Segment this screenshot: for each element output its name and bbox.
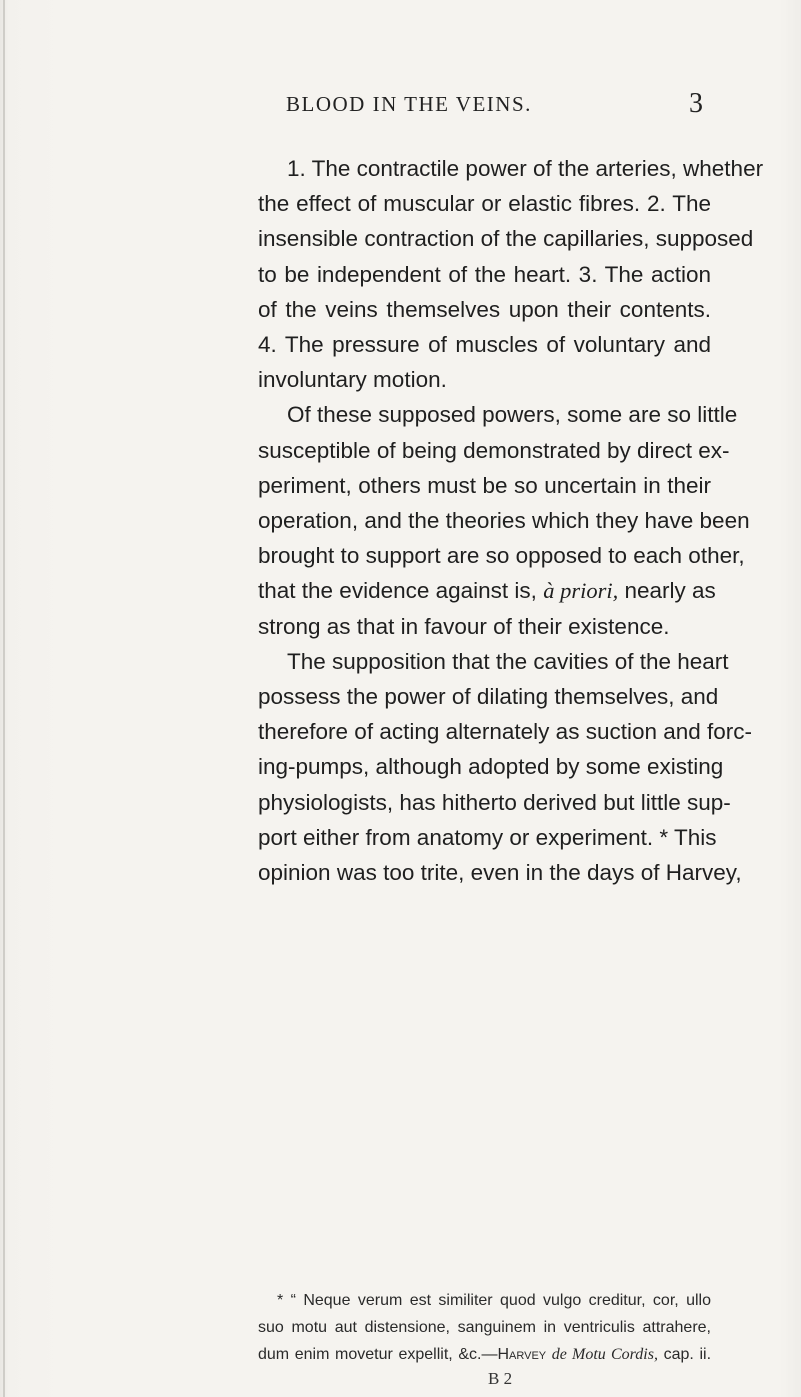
- text-line: possess the power of dilating themselves, and: [258, 684, 719, 710]
- footnote-line-citation: [258, 1341, 711, 1368]
- text-line: operation, and the theories which they have been: [258, 508, 750, 534]
- footnote-text: dum enim movetur expellit, &c.—: [258, 1346, 498, 1363]
- text-line: the effect of muscular or elastic fibres. 2. The: [258, 191, 711, 217]
- text-segment: nearly as: [618, 578, 716, 604]
- citation-author: Harvey: [497, 1346, 547, 1363]
- footnote-line: suo motu aut distensione, sanguinem in ventriculis attrahere,: [258, 1319, 711, 1336]
- running-head: BLOOD IN THE VEINS.: [286, 92, 532, 116]
- text-line: physiologists, has hitherto derived but little sup-: [258, 789, 731, 815]
- text-line: Of these supposed powers, some are so little: [287, 402, 738, 428]
- text-line: involuntary motion.: [258, 367, 447, 393]
- text-line: susceptible of being demonstrated by direct ex-: [258, 437, 730, 463]
- body-text: [258, 151, 764, 890]
- text-line: ing-pumps, although adopted by some existing: [258, 754, 724, 780]
- text-line: to be independent of the heart. 3. The action: [258, 261, 711, 287]
- footnote-line: * “ Neque verum est similiter quod vulgo creditur, cor, ullo: [277, 1292, 711, 1309]
- page-spine-shadow: [3, 0, 5, 1397]
- text-line: strong as that in favour of their existence.: [258, 613, 670, 639]
- page-header: [0, 88, 801, 132]
- text-line: 1. The contractile power of the arteries, whether: [287, 156, 764, 181]
- text-line: therefore of acting alternately as suction and forc-: [258, 719, 753, 745]
- italic-phrase: à priori,: [543, 578, 619, 604]
- text-line: periment, others must be so uncertain in their: [258, 472, 711, 498]
- page-number: 3: [689, 88, 703, 119]
- text-line: The supposition that the cavities of the heart: [287, 648, 729, 674]
- citation-chapter: cap. ii.: [657, 1346, 712, 1363]
- text-line: port either from anatomy or experiment. * This: [258, 824, 717, 850]
- signature-mark: B 2: [488, 1369, 513, 1388]
- text-line: 4. The pressure of muscles of voluntary and: [258, 332, 711, 358]
- text-line: opinion was too trite, even in the days of Harvey,: [258, 860, 742, 886]
- text-line-mixed: [258, 573, 716, 608]
- text-segment: that the evidence against is,: [258, 578, 544, 604]
- text-line: brought to support are so opposed to each other,: [258, 543, 745, 569]
- text-line: insensible contraction of the capillaries, supposed: [258, 226, 754, 252]
- text-line: of the veins themselves upon their contents.: [258, 296, 711, 322]
- citation-title: de Motu Cordis,: [551, 1346, 658, 1363]
- footnote: [258, 1287, 711, 1368]
